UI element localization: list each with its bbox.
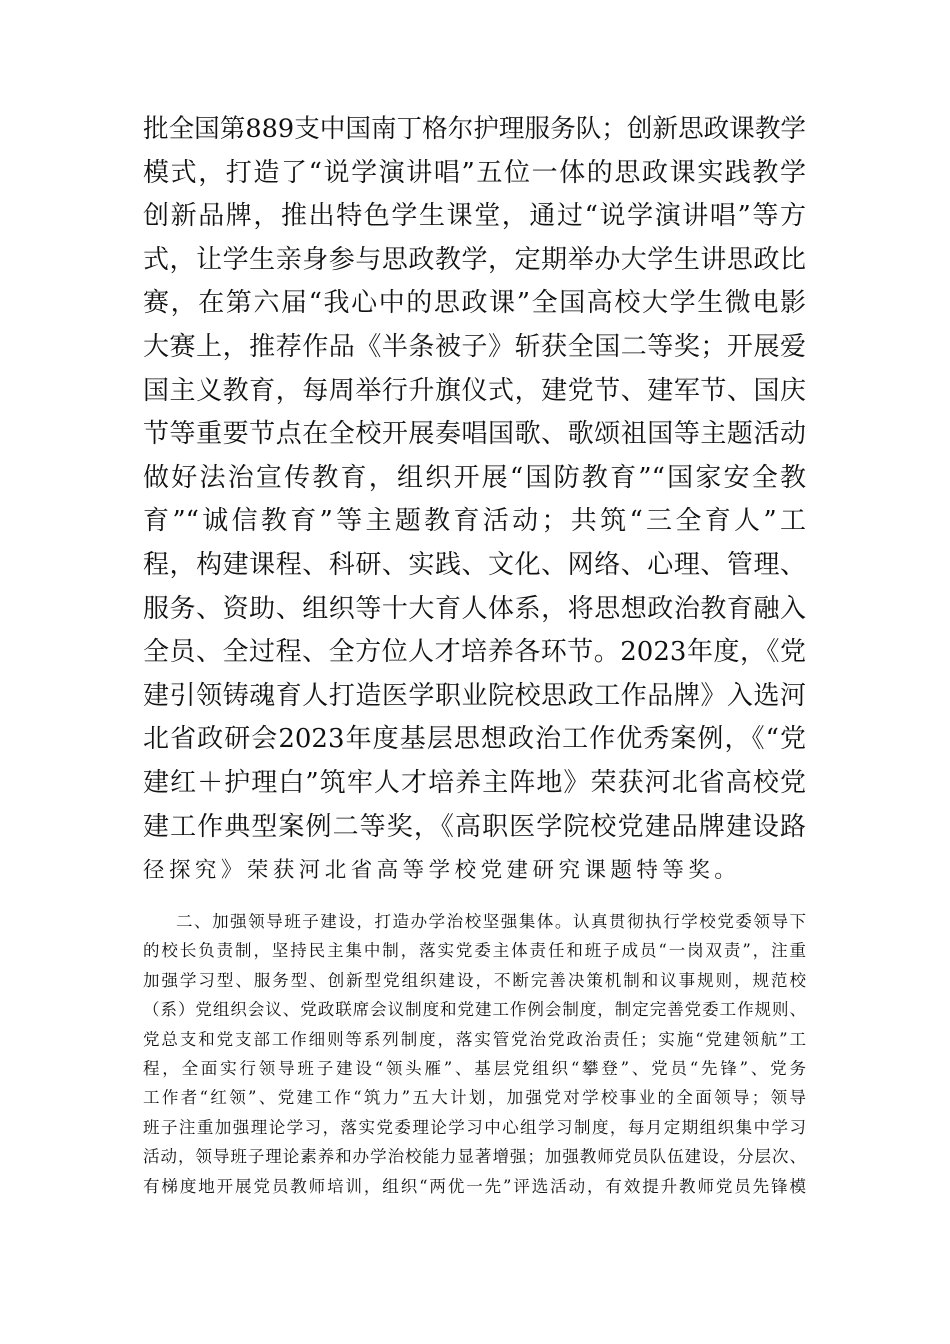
text-line: 国主义教育，每周举行升旗仪式，建党节、建军节、国庆	[143, 375, 806, 406]
text-line: 活动，领导班子理论素养和办学治校能力显著增强；加强教师党员队伍建设，分层次、	[143, 1147, 806, 1167]
text-line: 节等重要节点在全校开展奏唱国歌、歌颂祖国等主题活动	[143, 419, 806, 450]
text-line: 北省政研会2023年度基层思想政治工作优秀案例，《“党	[143, 724, 806, 755]
text-line: 大赛上，推荐作品《半条被子》斩获全国二等奖；开展爱	[143, 331, 806, 362]
text-line: 创新品牌，推出特色学生课堂，通过“说学演讲唱”等方	[143, 201, 806, 232]
text-line: 批全国第889支中国南丁格尔护理服务队；创新思政课教学	[143, 114, 806, 144]
paragraph-large	[143, 108, 806, 893]
text-line: 程，全面实行领导班子建设“领头雁”、基层党组织“攀登”、党员“先锋”、党务	[143, 1058, 806, 1078]
text-line: 径探究》荣获河北省高等学校党建研究课题特等奖。	[143, 858, 741, 884]
text-line: 二、加强领导班子建设，打造办学治校坚强集体。认真贯彻执行学校党委领导下	[176, 912, 806, 931]
text-line: 党总支和党支部工作细则等系列制度，落实管党治党政治责任；实施“党建领航”工	[143, 1029, 806, 1049]
paragraph-section-two	[143, 907, 806, 1201]
text-line: 育”“诚信教育”等主题教育活动；共筑“三全育人”工	[143, 506, 806, 537]
text-line: 建引领铸魂育人打造医学职业院校思政工作品牌》入选河	[143, 680, 806, 711]
text-line: 班子注重加强理论学习，落实党委理论学习中心组学习制度，每月定期组织集中学习	[143, 1117, 806, 1137]
text-line: 模式，打造了“说学演讲唱”五位一体的思政课实践教学	[143, 157, 806, 188]
text-line: 建工作典型案例二等奖，《高职医学院校党建品牌建设路	[143, 811, 806, 842]
text-line: 式，让学生亲身参与思政教学，定期举办大学生讲思政比	[143, 244, 806, 275]
text-line: 服务、资助、组织等十大育人体系，将思想政治教育融入	[143, 593, 806, 624]
text-line: 做好法治宣传教育，组织开展“国防教育”“国家安全教	[143, 462, 806, 493]
text-line: 程，构建课程、科研、实践、文化、网络、心理、管理、	[143, 549, 806, 580]
text-line: 的校长负责制，坚持民主集中制，落实党委主体责任和班子成员“一岗双责”，注重	[143, 941, 806, 961]
text-line: 加强学习型、服务型、创新型党组织建设，不断完善决策机制和议事规则，规范校	[143, 970, 806, 990]
text-line: 建红＋护理白”筑牢人才培养主阵地》荣获河北省高校党	[143, 767, 806, 798]
text-line: 赛，在第六届“我心中的思政课”全国高校大学生微电影	[143, 288, 806, 319]
text-line: 有梯度地开展党员教师培训，组织“两优一先”评选活动，有效提升教师党员先锋模	[143, 1176, 806, 1196]
text-line: （系）党组织会议、党政联席会议制度和党建工作例会制度，制定完善党委工作规则、	[143, 1000, 806, 1020]
text-line: 工作者“红领”、党建工作“筑力”五大计划，加强党对学校事业的全面领导；领导	[143, 1088, 806, 1108]
text-line: 全员、全过程、全方位人才培养各环节。2023年度，《党	[143, 637, 806, 668]
